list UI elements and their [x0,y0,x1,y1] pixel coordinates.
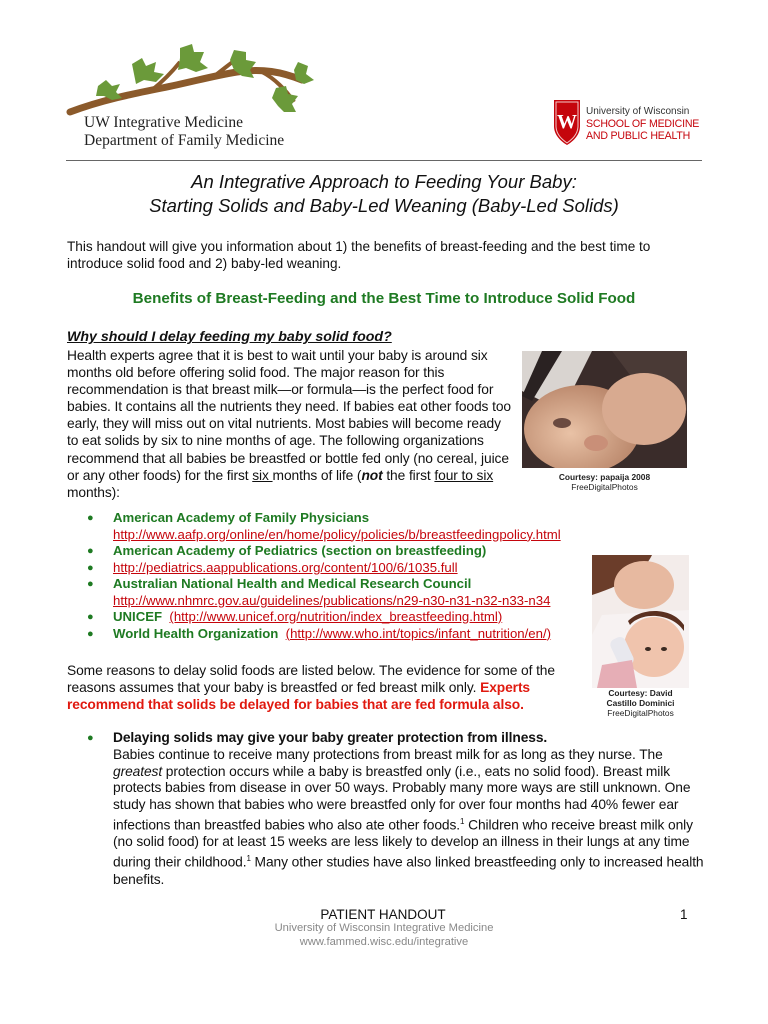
para1-the-first: the first [382,467,435,483]
bullet-icon: ● [87,611,94,623]
list-item [87,626,607,643]
org-name: UNICEF [113,609,163,624]
photo-breastfeeding-baby [522,351,687,468]
bullet-icon: ● [87,732,94,744]
breastfeeding-photo-icon [522,351,687,468]
org-link[interactable]: http://www.nhmrc.gov.au/guidelines/publications/n29-n30-n31-n32-n33-n34 [113,592,551,608]
org-name: American Academy of Pediatrics (section on breastfeeding) [113,543,487,558]
delay-reasons-paragraph [67,347,512,501]
reason1-text-a: Babies continue to receive many protections from breast milk for as long as they nurse. The [113,746,663,762]
title-line2: Starting Solids and Baby-Led Weaning (Baby-Led Solids) [149,195,619,216]
list-item [87,560,607,577]
photo1-caption-credit: Courtesy: papaija 2008 [558,472,651,482]
para1-four-to-six: four to six [434,467,494,483]
para1-not: not [361,467,383,483]
organization-list [87,510,607,642]
reason1-body [113,747,707,889]
logo-left-line2: Department of Family Medicine [84,132,285,149]
footer-organization [200,922,568,949]
intro-paragraph: This handout will give you information about 1) the benefits of breast-feeding and the best time to introduce solid food and 2) baby-led weaning. [67,239,651,271]
footer-org-name: University of Wisconsin Integrative Medicine [274,922,494,934]
reason1-text-d: Many other studies have also linked breastfeeding only to increased health benefits. [113,854,704,887]
org-link[interactable]: (http://www.who.int/topics/infant_nutrition/en/) [285,625,552,641]
reason1-text-c: Children who receive breast milk only (no solid food) for at least 15 weeks are less likely to develop an illness in their lungs at any time during their childhood. [113,817,693,870]
reason1-heading: Delaying solids may give your baby greater protection from illness. [113,730,548,745]
footer-url: www.fammed.wisc.edu/integrative [299,935,469,948]
para2-text: Some reasons to delay solid foods are listed below. The evidence for some of the reasons assumes that your baby is breastfed or fed breast milk only. [67,663,555,695]
bullet-icon: ● [87,561,94,574]
logo-right-public-health: AND PUBLIC HEALTH [586,130,691,142]
photo2-caption-credit1: Courtesy: David [608,688,673,698]
para1-six: six [252,467,273,483]
section-heading: Benefits of Breast-Feeding and the Best Time to Introduce Solid Food [132,290,636,307]
list-item [87,576,607,609]
photo2-caption-source: FreeDigitalPhotos [607,708,674,718]
org-link[interactable]: http://pediatrics.aappublications.org/content/100/6/1035.full [113,559,458,575]
bullet-icon: ● [87,545,94,557]
footer-title: PATIENT HANDOUT [320,907,446,922]
uw-integrative-medicine-logo [62,42,322,154]
list-item [87,609,607,626]
bullet-icon: ● [87,578,94,590]
org-name: American Academy of Family Physicians [113,510,370,525]
page-title [60,170,708,218]
reason-illness-protection [87,730,707,888]
uw-crest-icon [552,96,582,146]
title-line1: An Integrative Approach to Feeding Your Baby: [191,171,577,192]
uw-school-of-medicine-logo [552,96,702,152]
org-name: Australian National Health and Medical Research Council [113,576,472,591]
footnote-ref: 1 [460,816,465,826]
logo-right-university: University of Wisconsin [586,106,690,117]
para1-end: months): [67,484,120,500]
subheading: Why should I delay feeding my baby solid food? [67,329,392,345]
para2-emphasis: Experts recommend that solids be delayed for babies that are fed formula also. [67,679,531,712]
oak-branch-icon [62,42,322,122]
bullet-icon: ● [87,512,94,524]
reasons-intro-paragraph [67,663,587,713]
page-number: 1 [680,907,688,922]
para1-mid: months of life ( [272,467,362,483]
org-link[interactable]: (http://www.unicef.org/nutrition/index_breastfeeding.html) [169,609,503,624]
reason1-greatest: greatest [113,763,163,779]
para1-text: Health experts agree that it is best to wait until your baby is around six months old before offering solid food. The major reason for this recommendation is that breast milk—or formula—is the perfect food for babies. It contains all the nutrients they need. If babies eat other foods too early, they will miss out on vital nutrients. Most babies will become ready to eat solids by six to nine months of age. The following organizations recommend that all babies be breastfed or bottle fed only (no cereal, juice or any other foods) for the first [67,348,511,483]
photo1-caption [522,472,687,492]
photo1-caption-source: FreeDigitalPhotos [571,482,638,492]
logo-left-line1: UW Integrative Medicine [84,114,243,131]
svg-text:W: W [557,111,577,133]
reason1-text-b: protection occurs while a baby is breastfed only (i.e., eats no solid food). Breast milk protects babies from disease in over 50 ways. Probably many more ways are still unknown. One study has shown that babies who were breastfed only for over four months had 40% fewer ear infections than breastfed babies who also ate other foods. [113,763,691,833]
list-item [87,543,607,560]
org-link[interactable]: http://www.aafp.org/online/en/home/policy/policies/b/breastfeedingpolicy.html [113,526,561,542]
org-name: World Health Organization [113,625,279,641]
photo2-caption-credit2: Castillo Dominici [606,698,675,708]
logo-right-school: SCHOOL OF MEDICINE [586,118,700,130]
photo2-caption [592,688,689,718]
list-item [87,510,607,543]
header-divider [66,160,702,161]
footnote-ref: 1 [246,854,251,864]
bullet-icon: ● [87,627,94,640]
